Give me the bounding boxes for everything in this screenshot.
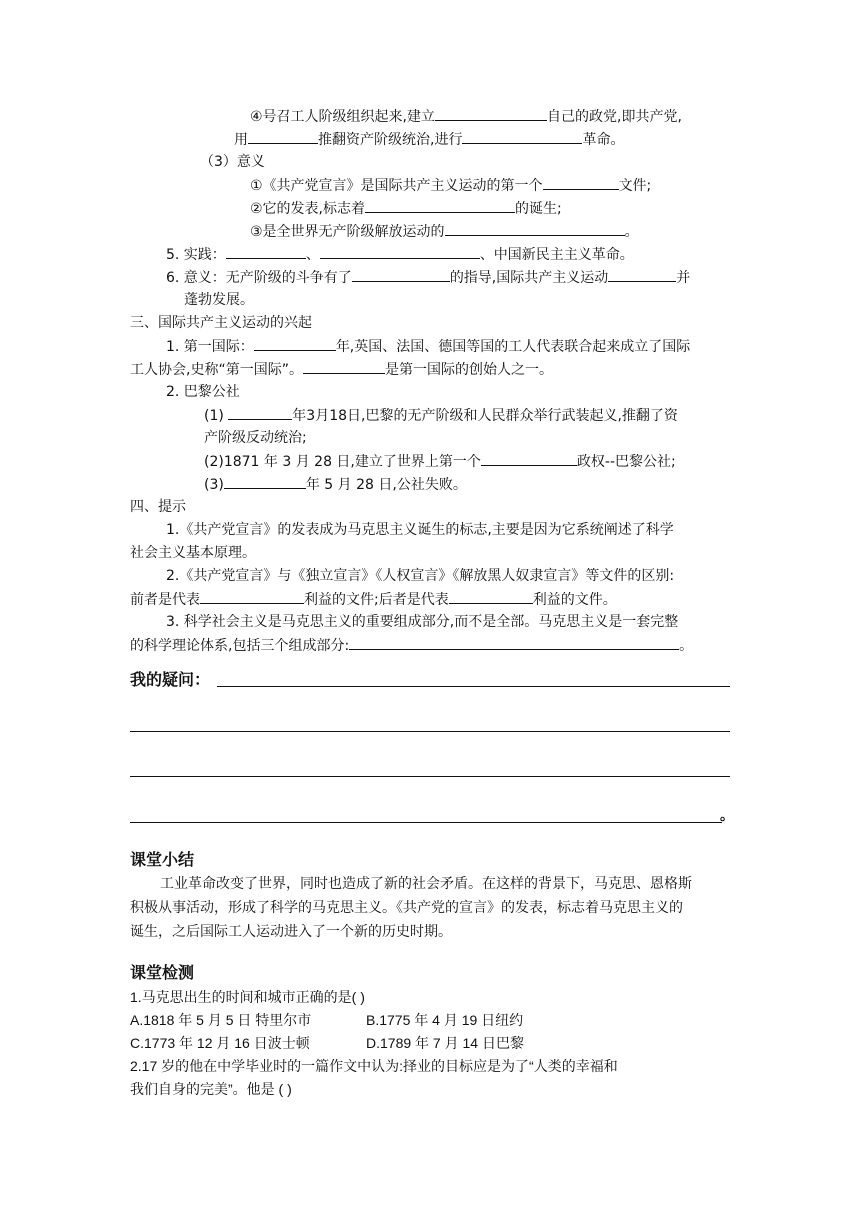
blank-input[interactable] — [228, 405, 292, 420]
text: 的科学理论体系,包括三个组成部分: — [130, 638, 350, 654]
text: 、中国新民主主义革命。 — [479, 247, 634, 263]
first-international-line2 — [130, 359, 553, 379]
meaning-heading: （3）意义 — [200, 154, 265, 170]
commune-3 — [204, 474, 467, 494]
option-b[interactable]: B.1775 年 4 月 19 日纽约 — [366, 1012, 524, 1028]
question-line-4[interactable] — [130, 822, 722, 823]
text: 年 5 月 28 日,公社失败。 — [305, 477, 467, 493]
blank-input[interactable] — [462, 129, 582, 144]
text: 利益的文件。 — [532, 592, 617, 608]
test-heading: 课堂检测 — [130, 963, 195, 982]
blank-input[interactable] — [303, 359, 385, 374]
text: 自己的政党,即共产党, — [547, 109, 682, 125]
blank-input[interactable] — [224, 474, 306, 489]
text: 利益的文件;后者是代表 — [304, 592, 449, 608]
text: 1. 第一国际： — [166, 339, 254, 355]
question-line-1[interactable] — [217, 686, 730, 687]
blank-input[interactable] — [543, 175, 619, 190]
blank-input[interactable] — [226, 244, 306, 259]
question-2-cont: 我们自身的完美”。他是 ( ) — [130, 1081, 292, 1097]
text: 革命。 — [582, 132, 625, 148]
text: 并 — [676, 270, 691, 286]
text: 用 — [234, 132, 248, 148]
tip-2: 2.《共产党宣言》与《独立宣言》《人权宣言》《解放黑人奴隶宣言》等文件的区别: — [166, 568, 675, 584]
section-4-heading: 四、提示 — [130, 499, 186, 515]
text: (1) — [204, 408, 224, 424]
significance-line — [166, 267, 690, 287]
question-line-3[interactable] — [130, 776, 730, 777]
meaning-3 — [250, 221, 639, 241]
commune-1 — [204, 405, 678, 425]
blank-input[interactable] — [352, 267, 450, 282]
text: ③是全世界无产阶级解放运动的 — [250, 224, 445, 240]
text: 前者是代表 — [130, 592, 200, 608]
text: 工人协会,史称“第一国际”。 — [130, 362, 303, 378]
summary-line-2: 积极从事活动，形成了科学的马克思主义。《共产党的宣言》的发表，标志着马克思主义的 — [130, 900, 683, 916]
point-4-line2 — [234, 129, 624, 149]
questions-label: 我的疑问： — [130, 670, 211, 689]
meaning-1 — [250, 175, 651, 195]
question-1: 1.马克思出生的时间和城市正确的是( ) — [130, 989, 365, 1005]
paris-commune-heading: 2. 巴黎公社 — [166, 384, 240, 400]
blank-input[interactable] — [449, 589, 533, 604]
text: ①《共产党宣言》是国际共产主义运动的第一个 — [250, 178, 543, 194]
first-international-line1 — [166, 336, 690, 356]
summary-line-1: 工业革命改变了世界，同时也造成了新的社会矛盾。在这样的背景下，马克思、恩格斯 — [160, 876, 692, 892]
tip-1-cont: 社会主义基本原理。 — [130, 545, 256, 561]
blank-input[interactable] — [200, 589, 304, 604]
section-3-heading: 三、国际共产主义运动的兴起 — [130, 315, 312, 331]
option-c[interactable]: C.1773 年 12 月 16 日波士顿 — [130, 1035, 310, 1051]
text: ②它的发表,标志着 — [250, 201, 366, 217]
text: 。 — [679, 638, 694, 654]
text: (2)1871 年 3 月 28 日,建立了世界上第一个 — [204, 454, 481, 470]
text: 文件; — [618, 178, 652, 194]
blank-input[interactable] — [435, 106, 547, 121]
text: 6. 意义：无产阶级的斗争有了 — [166, 270, 352, 286]
blank-input[interactable] — [445, 221, 625, 236]
text: 是第一国际的创始人之一。 — [384, 362, 553, 378]
text: 5. 实践： — [166, 247, 226, 263]
blank-input[interactable] — [254, 336, 336, 351]
blank-input[interactable] — [608, 267, 676, 282]
text: 推翻资产阶级统治,进行 — [318, 132, 463, 148]
question-line-2[interactable] — [130, 731, 730, 732]
blank-input[interactable] — [248, 129, 318, 144]
tip-3: 3. 科学社会主义是马克思主义的重要组成部分,而不是全部。马克思主义是一套完整 — [166, 614, 679, 630]
question-2: 2.17 岁的他在中学毕业时的一篇作文中认为:择业的目标应是为了“人类的幸福和 — [130, 1058, 618, 1074]
questions-end: 。 — [720, 808, 734, 824]
commune-2 — [204, 451, 676, 471]
tip-1: 1.《共产党宣言》的发表成为马克思主义诞生的标志,主要是因为它系统阐述了科学 — [166, 522, 674, 538]
summary-line-3: 诞生，之后国际工人运动进入了一个新的历史时期。 — [130, 924, 452, 940]
text: 。 — [624, 224, 639, 240]
blank-input[interactable] — [349, 635, 679, 650]
option-a[interactable]: A.1818 年 5 月 5 日 特里尔市 — [130, 1012, 312, 1028]
text: ④号召工人阶级组织起来,建立 — [250, 109, 436, 125]
text: 年3月18日,巴黎的无产阶级和人民群众举行武装起义,推翻了资 — [292, 408, 678, 424]
commune-1-cont: 产阶级反动统治; — [204, 430, 307, 446]
text: 的指导,国际共产主义运动 — [449, 270, 609, 286]
practice-line — [166, 244, 634, 264]
text: 政权--巴黎公社; — [576, 454, 676, 470]
tip-2-cont — [130, 589, 617, 609]
blank-input[interactable] — [320, 244, 480, 259]
summary-heading: 课堂小结 — [130, 850, 195, 869]
text: 、 — [305, 247, 320, 263]
blank-input[interactable] — [481, 451, 577, 466]
significance-cont: 蓬勃发展。 — [184, 292, 254, 308]
text: 的诞生; — [515, 201, 562, 217]
meaning-2 — [250, 198, 562, 218]
text: 年,英国、法国、德国等国的工人代表联合起来成立了国际 — [335, 339, 691, 355]
option-d[interactable]: D.1789 年 7 月 14 日巴黎 — [366, 1035, 524, 1051]
blank-input[interactable] — [365, 198, 515, 213]
point-4-line1 — [250, 106, 682, 126]
tip-3-cont — [130, 635, 693, 655]
text: (3) — [204, 477, 224, 493]
